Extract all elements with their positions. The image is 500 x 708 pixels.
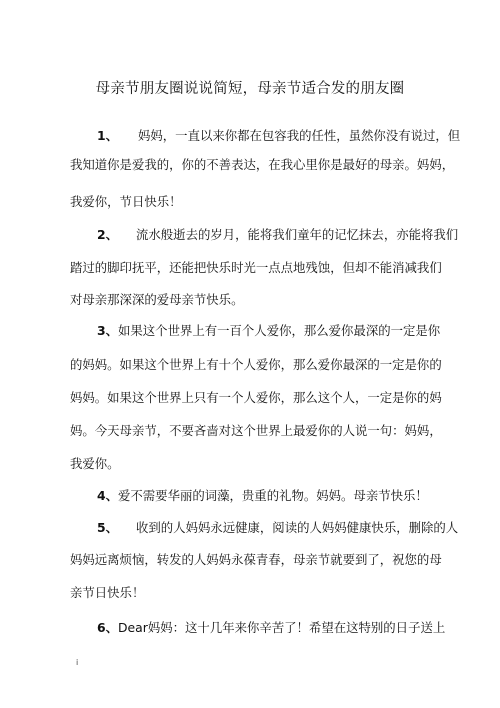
- paragraph-2-line-1: 2、 流水般逝去的岁月，能将我们童年的记忆抹去，亦能将我们: [97, 227, 459, 242]
- paragraph-4-number: 4、: [97, 488, 119, 503]
- paragraph-1-line-3: 我爱你，节日快乐！: [70, 194, 182, 209]
- paragraph-2-number: 2、: [97, 227, 119, 242]
- paragraph-2-line-3: 对母亲那深深的爱母亲节快乐。: [70, 292, 244, 307]
- paragraph-5-line-2: 妈妈远离烦恼，转发的人妈妈永葆青春，母亲节就要到了，祝您的母: [70, 552, 442, 567]
- document-title: 母亲节朋友圈说说简短，母亲节适合发的朋友圈: [95, 81, 405, 97]
- paragraph-5-line-1: 5、 收到的人妈妈永远健康，阅读的人妈妈健康快乐，删除的人: [97, 520, 459, 535]
- paragraph-2-line-2: 踏过的脚印抚平，还能把快乐时光一点点地残蚀，但却不能消减我们: [70, 260, 442, 275]
- paragraph-1-line-1: 1、 妈妈，一直以来你都在包容我的任性，虽然你没有说过，但: [97, 128, 461, 143]
- paragraph-3-line-2: 的妈妈。如果这个世界上有十个人爱你，那么爱你最深的一定是你的: [70, 357, 442, 372]
- paragraph-3-line-4: 妈。今天母亲节，不要吝啬对这个世界上最爱你的人说一句：妈妈，: [70, 423, 442, 438]
- page-marker: i: [76, 658, 79, 667]
- paragraph-4-line-1: 4、爱不需要华丽的词藻，贵重的礼物。妈妈。母亲节快乐！: [97, 488, 428, 503]
- paragraph-5-number: 5、: [97, 520, 119, 535]
- paragraph-6-line-1: 6、Dear妈妈：这十几年来你辛苦了！希望在这特别的日子送上: [97, 620, 446, 635]
- paragraph-6-number: 6、: [97, 620, 119, 635]
- paragraph-1-line-2: 我知道你是爱我的，你的不善表达，在我心里你是最好的母亲。妈妈，: [70, 157, 455, 172]
- paragraph-5-line-3: 亲节日快乐！: [70, 585, 145, 600]
- paragraph-3-line-1: 3、如果这个世界上有一百个人爱你，那么爱你最深的一定是你: [97, 323, 441, 338]
- paragraph-3-line-5: 我爱你。: [70, 456, 120, 471]
- paragraph-3-number: 3、: [97, 323, 119, 338]
- paragraph-1-number: 1、: [97, 128, 119, 143]
- paragraph-3-line-3: 妈妈。如果这个世界上只有一个人爱你，那么这个人，一定是你的妈: [70, 390, 442, 405]
